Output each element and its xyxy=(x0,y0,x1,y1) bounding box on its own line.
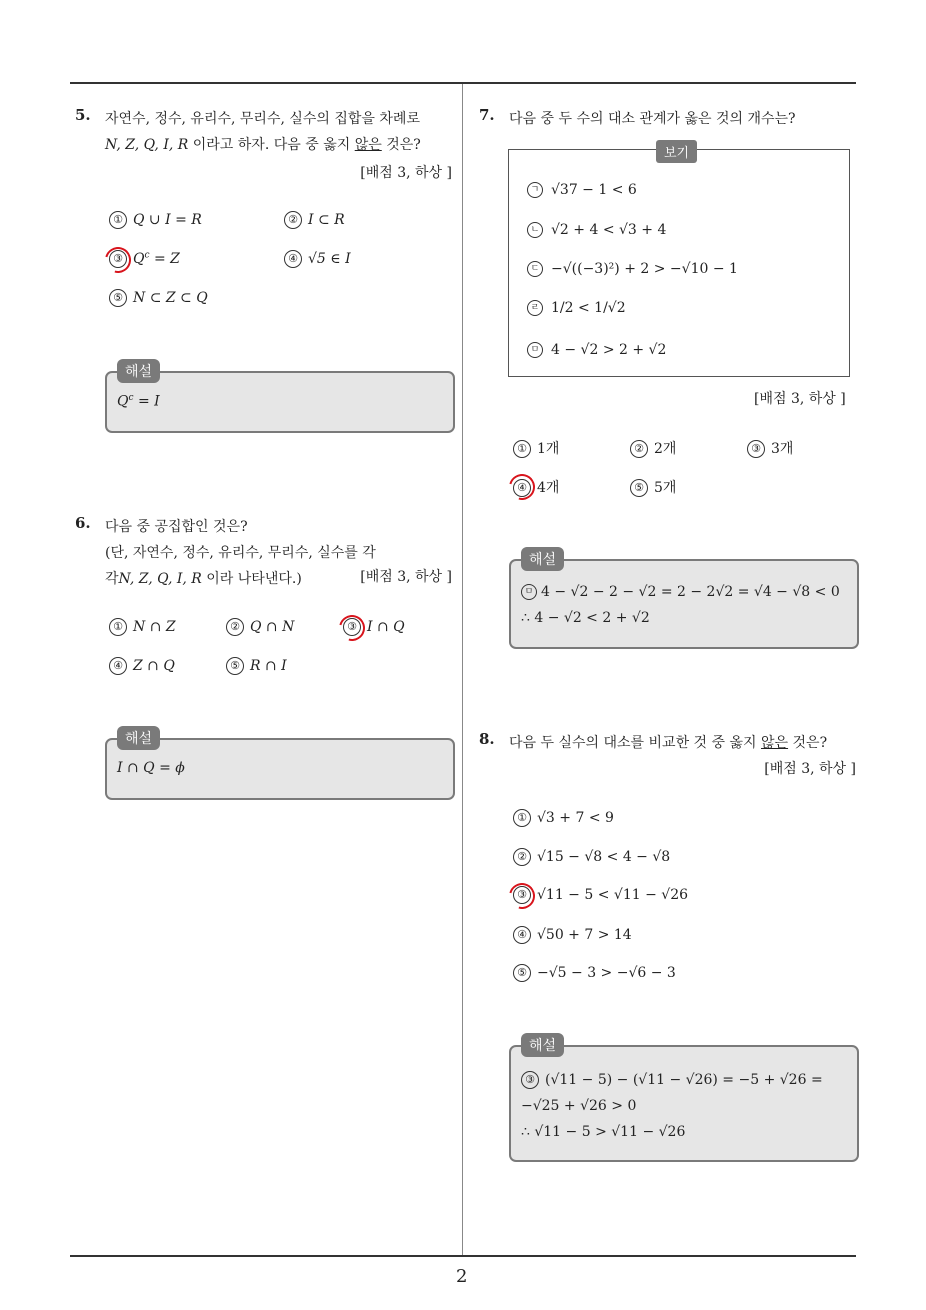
q8-choice-3[interactable]: ③ √11 − 5 < √11 − √26 xyxy=(513,886,688,904)
bogi-item-4: ㄹ 1/2 < 1/√2 xyxy=(527,300,626,316)
q7-choice-1[interactable]: ① 1개 xyxy=(513,438,559,458)
q6-choice-1[interactable]: ① N ∩ Z xyxy=(109,618,176,636)
score: [배점 3, 하상 ] xyxy=(764,761,856,777)
question-text: 다음 중 두 수의 대소 관계가 옳은 것의 개수는? xyxy=(509,111,796,127)
question-number: 7. xyxy=(479,106,495,124)
explanation-text: I ∩ Q = ϕ xyxy=(117,760,185,776)
q6-choice-5[interactable]: ⑤ R ∩ I xyxy=(226,657,287,675)
question-number: 6. xyxy=(75,514,91,532)
question-line-2: N, Z, Q, I, R 이라고 하자. 다음 중 옳지 않은 것은? xyxy=(105,137,421,153)
page-number: 2 xyxy=(456,1266,468,1287)
question-text xyxy=(105,106,457,158)
explanation-line-3: ∴ √11 − 5 > √11 − √26 xyxy=(521,1124,686,1140)
q5-choice-4[interactable]: ④ √5 ∈ I xyxy=(284,250,351,268)
bogi-item-3: ㄷ −√((−3)²) + 2 > −√10 − 1 xyxy=(527,261,738,277)
bogi-item-5: ㅁ 4 − √2 > 2 + √2 xyxy=(527,342,666,358)
q8-choice-1[interactable]: ① √3 + 7 < 9 xyxy=(513,809,614,827)
answer-mark xyxy=(504,469,540,505)
q8-choice-2[interactable]: ② √15 − √8 < 4 − √8 xyxy=(513,848,670,866)
question-number: 8. xyxy=(479,730,495,748)
q8-choice-4[interactable]: ④ √50 + 7 > 14 xyxy=(513,926,632,944)
q5-choice-2[interactable]: ② I ⊂ R xyxy=(284,211,345,229)
score: [배점 3, 하상 ] xyxy=(360,569,452,585)
explanation-line-1: ③ (√11 − 5) − (√11 − √26) = −5 + √26 = xyxy=(521,1071,823,1089)
answer-mark xyxy=(334,610,370,646)
q5-choice-5[interactable]: ⑤ N ⊂ Z ⊂ Q xyxy=(109,289,208,307)
bogi-box xyxy=(508,149,850,377)
explanation-label: 해설 xyxy=(521,547,564,571)
bogi-item-1: ㄱ √37 − 1 < 6 xyxy=(527,182,637,198)
bogi-item-2: ㄴ √2 + 4 < √3 + 4 xyxy=(527,222,666,238)
question-line-1: 자연수, 정수, 유리수, 무리수, 실수의 집합을 차례로 xyxy=(105,111,420,127)
question-line-3: 각N, Z, Q, I, R 이라 나타낸다.) xyxy=(105,571,302,587)
explanation-box xyxy=(509,559,859,649)
q6-choice-3[interactable]: ③ I ∩ Q xyxy=(343,618,405,636)
explanation-label: 해설 xyxy=(117,726,160,750)
q7-choice-3[interactable]: ③ 3개 xyxy=(747,438,793,458)
q7-choice-5[interactable]: ⑤ 5개 xyxy=(630,477,676,497)
explanation-line-2: ∴ 4 − √2 < 2 + √2 xyxy=(521,610,650,626)
explanation-line-2: −√25 + √26 > 0 xyxy=(521,1098,637,1114)
q5-choice-3[interactable]: ③ $Q^c = Z$ xyxy=(109,250,180,268)
answer-mark xyxy=(100,242,136,278)
q7-score: [배점 3, 하상 ] xyxy=(754,391,846,407)
q6-choice-4[interactable]: ④ Z ∩ Q xyxy=(109,657,175,675)
top-rule xyxy=(70,82,856,84)
explanation-line-1: ㅁ 4 − √2 − 2 − √2 = 2 − 2√2 = √4 − √8 < 0 xyxy=(521,584,840,600)
question-line-2: (단, 자연수, 정수, 유리수, 무리수, 실수를 각 xyxy=(105,545,376,561)
question-text: 다음 두 실수의 대소를 비교한 것 중 옳지 않은 것은? xyxy=(509,735,828,751)
explanation-label: 해설 xyxy=(117,359,160,383)
explanation-label: 해설 xyxy=(521,1033,564,1057)
question-line-1: 다음 중 공집합인 것은? xyxy=(105,519,248,535)
q7-choice-2[interactable]: ② 2개 xyxy=(630,438,676,458)
score: [배점 3, 하상 ] xyxy=(360,165,452,181)
bottom-rule xyxy=(70,1255,856,1257)
q7-choice-4[interactable]: ④ 4개 xyxy=(513,477,559,497)
answer-mark xyxy=(504,878,540,914)
bogi-label: 보기 xyxy=(656,140,697,163)
q8-choice-5[interactable]: ⑤ −√5 − 3 > −√6 − 3 xyxy=(513,964,676,982)
explanation-text: $Q^c = I$ xyxy=(117,393,160,410)
column-divider xyxy=(462,84,463,1256)
q6-choice-2[interactable]: ② Q ∩ N xyxy=(226,618,294,636)
explanation-box xyxy=(509,1045,859,1162)
q5-choice-1[interactable]: ① Q ∪ I = R xyxy=(109,211,202,229)
question-number: 5. xyxy=(75,106,91,124)
